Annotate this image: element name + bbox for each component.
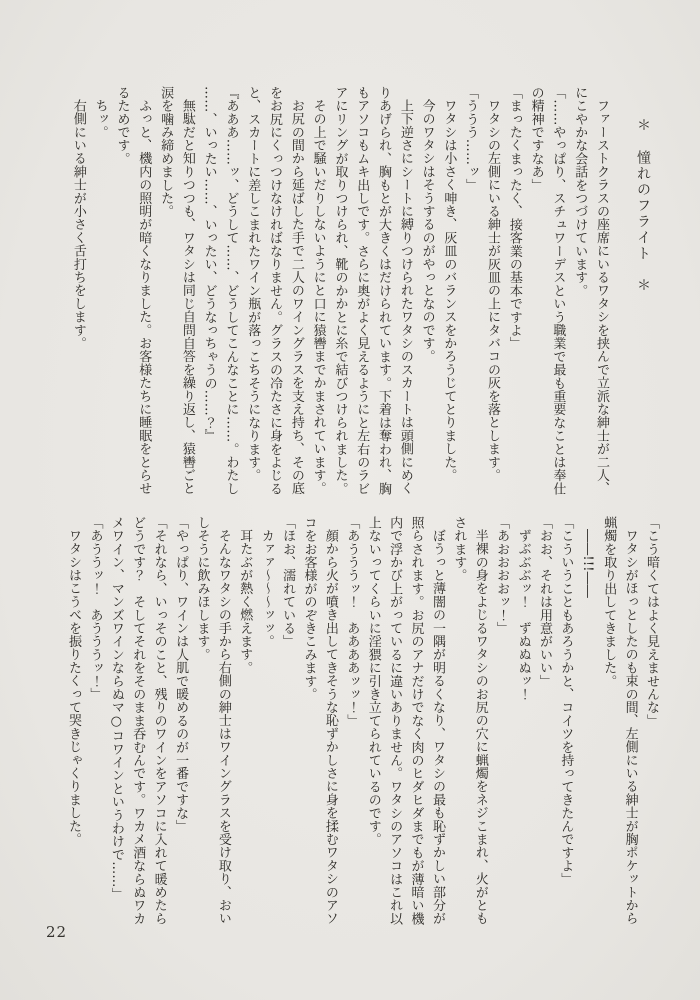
text-line: 「まったくまったく、接客業の基本ですよ」	[506, 86, 522, 350]
text-line: お尻の間から延ばした手で二人のワイングラスを支え持ち、その底	[288, 99, 304, 495]
text-line: 涙を噛み締めました。	[158, 86, 174, 218]
text-line: 内で浮かび上がっているに違いありません。ワタシのアソコはこれ以	[387, 516, 403, 926]
text-line: 「やっぱり、ワインは人肌で暖めるのが一番ですな」	[173, 516, 189, 833]
text-line: コをお客様がのぞきこみます。	[301, 516, 317, 701]
text-line: 「こう暗くてはよく見えませんな」	[644, 516, 659, 728]
text-line: と、スカートに差しこまれたワイン瓶が落っこちそうになります。	[245, 86, 261, 482]
text-line: をお尻にくっつけなければなりません。グラスの冷たさに身をよじる	[267, 86, 283, 496]
text-line: 右側にいる紳士が小さく舌打ちをします。	[70, 99, 86, 350]
page-number: 22	[46, 923, 68, 941]
text-line: 「……やっぱり、スチュワーデスという職業で最も重要なことは奉仕	[550, 86, 566, 496]
text-line: 「おお、それは用意がいい」	[536, 516, 552, 688]
text-line: ――!!!――	[579, 529, 595, 599]
text-line: 顔から火が噴き出してきそうな恥ずかしさに身を揉むワタシのアソ	[322, 529, 338, 925]
text-line: もアソコもムキ出しです。さらに奥がよく見えるようにと左右のラビ	[354, 86, 370, 496]
text-line: メワイン、マンズワインならぬマ○コワインというわけで……」	[108, 516, 124, 901]
text-line: 「こういうこともあろうかと、コイツを持ってきたんですよ」	[558, 516, 574, 886]
text-line: 半裸の身をよじるワタシのお尻の穴に蝋燭をネジこまれ、火がとも	[472, 529, 488, 925]
text-line: されます。	[451, 516, 467, 582]
text-line: 耳たぶが熱く燃えます。	[237, 529, 253, 675]
text-line: その上で騒いだりしないようにと口に猿轡までかまされています。	[310, 99, 326, 495]
text-line: ワタシがほっとしたのも束の間、左側にいる紳士が胸ポケットから	[622, 529, 638, 925]
text-line: 「それなら、いっそのこと、残りのワインをアソコに入れて暖めたら	[151, 516, 167, 926]
text-line: ファーストクラスの座席にいるワタシを挟んで立派な紳士が二人、	[594, 99, 609, 495]
text-line: そんなワタシの手から右側の紳士はワイングラスを受け取り、おい	[215, 529, 231, 925]
text-line: カァァ～～～ッッ。	[258, 529, 274, 648]
top-text-block	[67, 86, 612, 518]
text-line: るためです。	[114, 86, 130, 166]
text-line: ぼうっと薄闇の一隅が明るくなり、ワタシの最も恥ずかしい部分が	[429, 529, 445, 925]
text-line: りあげられ、胸もとが大きくはだけられています。下着は奪われ、胸	[376, 86, 392, 496]
text-line: ワタシの左側にいる紳士が灰皿の上にタバコの灰を落とします。	[485, 99, 501, 482]
text-line: 「ほお、濡れている」	[280, 516, 296, 648]
text-line: ずぶぶぶッ！ ずぬぬぬッ！	[515, 529, 531, 701]
text-line: 上ないってくらいに淫猥に引き立てられているのです。	[365, 516, 381, 846]
text-line: どうです？ そしてそれをそのまま呑むんです。ワカメ酒ならぬワカ	[130, 516, 146, 926]
text-line: ふっと、機内の照明が暗くなりました。お客様たちに睡眠をとらせ	[136, 99, 152, 495]
text-line: の精神ですなあ」	[528, 86, 544, 192]
text-line: 『あああ……ッ、どうして……、どうしてこんなことに……。わたし	[223, 86, 239, 496]
text-line: しそうに飲みほします。	[194, 516, 210, 662]
text-line: ワタシは小さく呻き、灰皿のバランスをかろうじてとりました。	[441, 99, 457, 482]
text-line: 蝋燭を取り出してきました。	[601, 516, 617, 688]
text-line: 上下逆さにシートに縛りつけられたワタシのスカートは頭側にめく	[397, 99, 413, 495]
text-line: 「あおおおおッ！」	[494, 516, 510, 635]
text-line: 「あううッ！ あうううッ！」	[87, 516, 103, 701]
text-line: 「あうううッ！ ああああッッ！」	[344, 516, 360, 728]
text-line: 今のワタシはそうするのがやっとなのです。	[419, 99, 435, 363]
text-line: 照らされます。お尻のアナだけでなく肉のヒダヒダまでもが薄暗い機	[408, 516, 424, 926]
text-line: ちッ。	[92, 99, 108, 139]
text-line: アにリングが取りつけられ、靴のかかとに糸で結びつけられました。	[332, 86, 348, 496]
text-line: 無駄だと知りつつも、ワタシは同じ自問自答を繰り返し、猿轡ごと	[179, 99, 195, 495]
bottom-text-block	[63, 516, 662, 936]
text-line: にこやかな会話をつづけています。	[572, 86, 588, 298]
text-line: ……、いったい……、いったい、どうなっちゃうの……？』	[201, 86, 217, 443]
text-line: ワタシはこうべを振りたくって哭きじゃくりました。	[66, 529, 82, 846]
page-title: ＊ 憧れのフライト ＊	[635, 118, 651, 294]
text-line: 「ううう……ッ」	[463, 86, 479, 192]
